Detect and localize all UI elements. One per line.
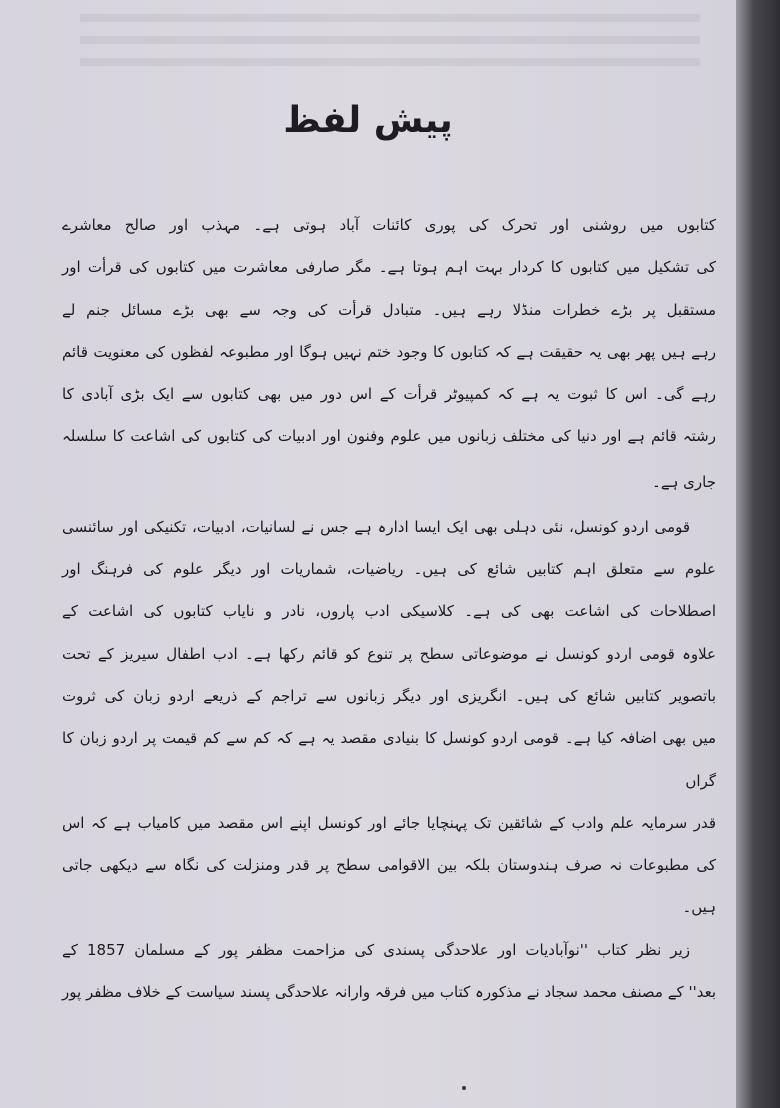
body-text: [62, 204, 716, 1013]
text-line: باتصویر کتابیں شائع کی ہیں۔ انگریزی اور دیگر زبانوں سے تراجم کے ذریعے اردو زبان کی ثروت: [62, 686, 716, 705]
text-line: مستقبل پر بڑے خطرات منڈلا رہے ہیں۔ متبادل قرأت کی وجہ سے بھی بڑے مسائل جنم لے: [62, 300, 716, 319]
text-line: رشتہ قائم ہے اور دنیا کی مختلف زبانوں میں علوم وفنون اور ادبیات کی کتابوں کی اشاعت کا سلسلہ: [62, 427, 716, 446]
page-edge-shadow: [736, 0, 780, 1108]
text-line: اصطلاحات کی اشاعت بھی کی ہے۔ کلاسیکی ادب پاروں، نادر و نایاب کتابوں کی اشاعت کے: [62, 602, 716, 621]
text-line: کتابوں میں روشنی اور تحرک کی پوری کائنات آباد ہوتی ہے۔ مہذب اور صالح معاشرے: [62, 216, 716, 234]
text-line: میں بھی اضافہ کیا ہے۔ قومی اردو کونسل کا بنیادی مقصد یہ ہے کہ کم سے کم قیمت پر اردو زبان کا گراں: [62, 729, 716, 790]
paragraph-start: قومی اردو کونسل، نئی دہلی بھی ایک ایسا ادارہ ہے جس نے لسانیات، ادبیات، تکنیکی اور سائنسی: [62, 517, 690, 536]
page-mark: [462, 1086, 466, 1090]
page-title: پیش لفظ: [283, 100, 453, 141]
paragraph-start: زیر نظر کتاب ''نوآبادیات اور علاحدگی پسندی کی مزاحمت مظفر پور کے مسلمان 1857 کے: [62, 940, 691, 959]
text-line: رہے ہیں پھر بھی یہ حقیقت ہے کہ کتابوں کا وجود ختم نہیں ہوگا اور مطبوعہ لفظوں کی معنویت قائم: [62, 342, 716, 361]
text-line: بعد'' کے مصنف محمد سجاد نے مذکورہ کتاب میں فرقہ وارانہ علاحدگی پسند سیاست کے خلاف مظفر پور: [62, 983, 716, 1002]
text-line: کی تشکیل میں کتابوں کا کردار بہت اہم ہوتا ہے۔ مگر صارفی معاشرت میں کتابوں کی قرأت اور: [62, 258, 716, 277]
text-line: رہے گی۔ اس کا ثبوت یہ ہے کہ کمپیوٹر قرأت کے اس دور میں بھی کتابوں سے ایک بڑی آبادی کا: [62, 385, 716, 404]
text-line: علوم سے متعلق اہم کتابیں شائع کی ہیں۔ ریاضیات، شماریات اور دیگر علوم کی فرہنگ اور: [62, 560, 716, 579]
text-line: کی مطبوعات نہ صرف ہندوستان بلکہ بین الاقوامی سطح پر قدر ومنزلت کی نگاہ سے دیکھی جاتی ہیں۔: [62, 856, 716, 917]
text-line: علاوہ قومی اردو کونسل نے موضوعاتی سطح پر تنوع کو قائم رکھا ہے۔ ادب اطفال سیریز کے تحت: [62, 644, 716, 663]
bleed-through-text: [80, 0, 700, 70]
text-line: قدر سرمایہ علم وادب کے شائقین تک پہنچایا جائے اور کونسل اپنے اس مقصد میں کامیاب ہے کہ اس: [62, 813, 716, 832]
text-line: جاری ہے۔: [652, 472, 716, 491]
